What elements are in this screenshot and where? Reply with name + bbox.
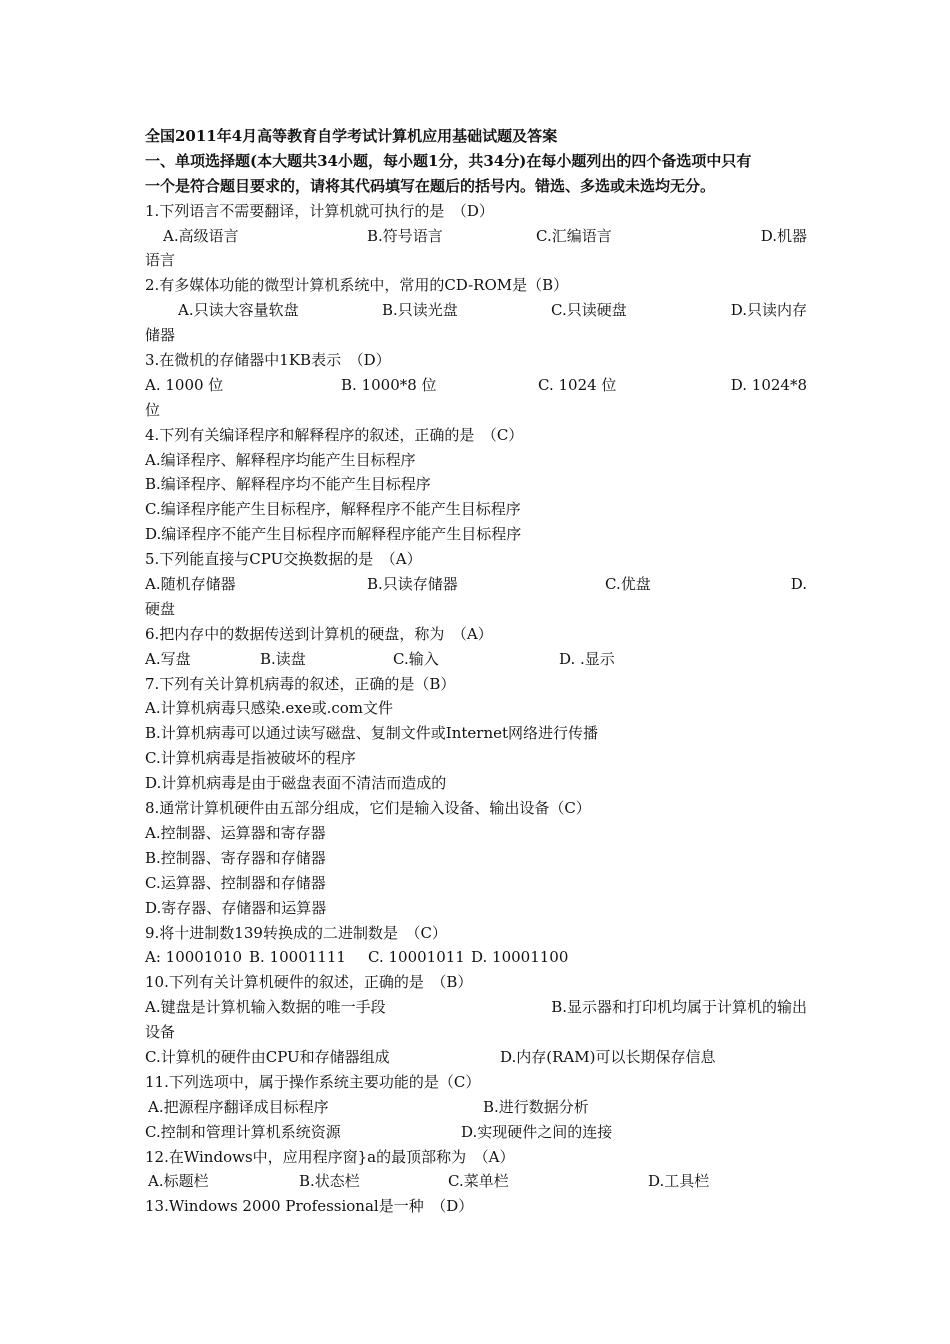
q5-option-c: C.优盘 [605, 575, 651, 594]
q11-option-a: A.把源程序翻译成目标程序 [148, 1097, 329, 1116]
q2-option-c: C.只读硬盘 [551, 301, 627, 320]
question-1-options [145, 224, 807, 249]
q7-option-c: C.计算机病毒是指被破坏的程序 [145, 749, 356, 768]
question-11-stem: 11.下列选项中，属于操作系统主要功能的是（C） [145, 1072, 481, 1091]
q6-option-c: C.输入 [393, 649, 439, 668]
question-3-stem: 3.在微机的存储器中1KB表示 （D） [145, 351, 391, 370]
question-5-stem: 5.下列能直接与CPU交换数据的是 （A） [145, 550, 422, 569]
q4-option-d: D.编译程序不能产生目标程序而解释程序能产生目标程序 [145, 525, 522, 544]
q10-option-a: A.键盘是计算机输入数据的唯一手段 [145, 998, 386, 1017]
question-3-options [145, 373, 807, 398]
q7-option-b: B.计算机病毒可以通过读写磁盘、复制文件或Internet网络进行传播 [145, 724, 599, 743]
q12-option-c: C.菜单栏 [448, 1172, 509, 1191]
q11-option-d: D.实现硬件之间的连接 [461, 1122, 613, 1141]
q3-option-d: D. 1024*8 [730, 375, 807, 394]
q2-option-a: A.只读大容量软盘 [178, 301, 299, 320]
q6-option-b: B.读盘 [260, 649, 306, 668]
q9-option-c: C. 10001011 [368, 948, 465, 967]
q7-option-d: D.计算机病毒是由于磁盘表面不清洁而造成的 [145, 774, 447, 793]
question-1-stem: 1.下列语言不需要翻译，计算机就可执行的是 （D） [145, 201, 494, 220]
question-6-options [145, 647, 807, 672]
q7-option-a: A.计算机病毒只感染.exe或.com文件 [145, 699, 394, 718]
question-11-options-ab [145, 1095, 807, 1120]
q2-option-b: B.只读光盘 [382, 301, 458, 320]
document-title: 全国2011年4月高等教育自学考试计算机应用基础试题及答案 [145, 127, 558, 145]
q11-option-b: B.进行数据分析 [483, 1097, 589, 1116]
q6-option-d: D. .显示 [559, 649, 615, 668]
question-9-stem: 9.将十进制数139转换成的二进制数是 （C） [145, 923, 447, 942]
section-heading-line-2: 一个是符合题目要求的，请将其代码填写在题后的括号内。错选、多选或未选均无分。 [145, 176, 716, 195]
q6-option-a: A.写盘 [145, 649, 191, 668]
q8-option-c: C.运算器、控制器和存储器 [145, 873, 326, 892]
question-11-options-cd [145, 1120, 807, 1145]
q12-option-d: D.工具栏 [648, 1172, 710, 1191]
q10-option-b-continued: 设备 [145, 1023, 176, 1042]
q10-option-d: D.内存(RAM)可以长期保存信息 [500, 1047, 716, 1066]
question-10-options-ab [145, 995, 807, 1020]
q5-option-d-continued: 硬盘 [145, 599, 176, 618]
q11-option-c: C.控制和管理计算机系统资源 [145, 1122, 341, 1141]
question-2-stem: 2.有多媒体功能的微型计算机系统中，常用的CD-ROM是（B） [145, 276, 569, 295]
section-heading-line-1: 一、单项选择题(本大题共34小题，每小题1分，共34分)在每小题列出的四个备选项中只有 [145, 151, 752, 170]
q12-option-b: B.状态栏 [299, 1172, 360, 1191]
question-6-stem: 6.把内存中的数据传送到计算机的硬盘，称为 （A） [145, 624, 493, 643]
q9-option-a: A: 10001010 [145, 948, 243, 967]
q3-option-d-continued: 位 [145, 400, 161, 419]
question-8-stem: 8.通常计算机硬件由五部分组成，它们是输入设备、输出设备（C） [145, 799, 591, 818]
q2-option-d: D.只读内存 [730, 301, 807, 320]
q1-option-d-continued: 语言 [145, 251, 176, 270]
q10-option-c: C.计算机的硬件由CPU和存储器组成 [145, 1047, 390, 1066]
q3-option-a: A. 1000 位 [145, 375, 224, 394]
q8-option-a: A.控制器、运算器和寄存器 [145, 823, 326, 842]
q9-option-d: D. 10001100 [471, 948, 569, 967]
q4-option-a: A.编译程序、解释程序均能产生目标程序 [145, 450, 416, 469]
q2-option-d-continued: 储器 [145, 326, 176, 345]
q1-option-a: A.高级语言 [163, 226, 239, 245]
document-page [145, 124, 807, 1219]
question-7-stem: 7.下列有关计算机病毒的叙述，正确的是（B） [145, 674, 456, 693]
question-10-stem: 10.下列有关计算机硬件的叙述，正确的是 （B） [145, 973, 473, 992]
q1-option-c: C.汇编语言 [536, 226, 612, 245]
q5-option-d: D. [790, 575, 807, 594]
q3-option-b: B. 1000*8 位 [341, 375, 437, 394]
q5-option-b: B.只读存储器 [367, 575, 458, 594]
q4-option-c: C.编译程序能产生目标程序，解释程序不能产生目标程序 [145, 500, 521, 519]
question-4-stem: 4.下列有关编译程序和解释程序的叙述，正确的是 （C） [145, 425, 524, 444]
question-13-stem: 13.Windows 2000 Professional是一种 （D） [145, 1197, 474, 1216]
q12-option-a: A.标题栏 [148, 1172, 209, 1191]
question-12-options [145, 1169, 807, 1194]
question-12-stem: 12.在Windows中，应用程序窗}a的最顶部称为 （A） [145, 1147, 515, 1166]
q9-option-b: B. 10001111 [249, 948, 346, 967]
question-10-options-cd [145, 1045, 807, 1070]
q10-option-b: B.显示器和打印机均属于计算机的输出 [551, 998, 807, 1017]
q5-option-a: A.随机存储器 [145, 575, 236, 594]
question-9-options [145, 945, 807, 970]
q3-option-c: C. 1024 位 [538, 375, 617, 394]
question-5-options [145, 572, 807, 597]
q4-option-b: B.编译程序、解释程序均不能产生目标程序 [145, 475, 431, 494]
q8-option-b: B.控制器、寄存器和存储器 [145, 848, 326, 867]
question-2-options [145, 298, 807, 323]
q1-option-d: D.机器 [760, 226, 807, 245]
q1-option-b: B.符号语言 [367, 226, 443, 245]
q8-option-d: D.寄存器、存储器和运算器 [145, 898, 327, 917]
